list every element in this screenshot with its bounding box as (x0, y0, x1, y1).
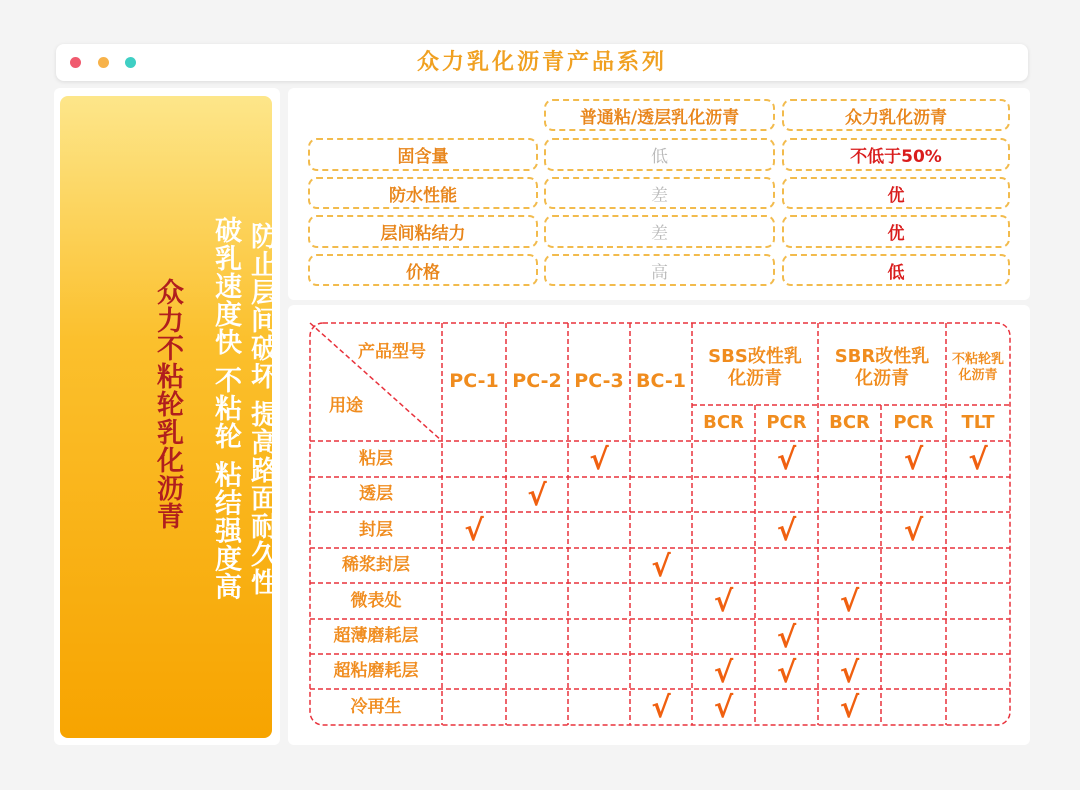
column-header-zhongli: 众力乳化沥青 (782, 99, 1010, 131)
row-label-micro-surfacing: 微表处 (350, 590, 402, 611)
row-label-price: 价格 (308, 254, 538, 286)
normal-waterproof: 差 (544, 177, 775, 209)
subcol-tlt: TLT (961, 412, 995, 434)
row-label-waterproof: 防水性能 (308, 177, 538, 209)
row-label-bonding: 层间粘结力 (308, 215, 538, 248)
row-label-ultra-thin-wear: 超薄磨耗层 (333, 626, 419, 647)
col-pc2: PC-2 (512, 369, 562, 392)
check-mark: √ (839, 584, 860, 618)
row-label-slurry-seal: 稀浆封层 (342, 555, 410, 576)
group-sbs: SBS改性乳化沥青 (708, 346, 802, 389)
subcol-sbr-pcr: PCR (893, 412, 934, 434)
product-banner (60, 96, 277, 738)
normal-price: 高 (544, 254, 775, 286)
check-mark: √ (968, 442, 988, 476)
col-bc1: BC-1 (636, 369, 686, 392)
check-mark: √ (839, 690, 860, 724)
zhongli-waterproof: 优 (782, 177, 1010, 209)
row-label-cold-recycling: 冷再生 (350, 696, 402, 717)
corner-label-model: 产品型号 (358, 341, 426, 362)
check-mark: √ (651, 690, 671, 724)
sidebar-panel (54, 88, 280, 745)
zhongli-bonding: 优 (782, 215, 1010, 248)
check-mark: √ (713, 690, 734, 724)
zhongli-solid-content: 不低于50% (782, 138, 1010, 171)
comparison-panel (288, 88, 1030, 300)
subcol-sbs-pcr: PCR (766, 412, 807, 434)
column-header-normal: 普通粘/透层乳化沥青 (544, 99, 775, 131)
window-titlebar (56, 44, 1028, 81)
check-mark: √ (589, 442, 609, 476)
check-mark: √ (903, 442, 924, 476)
corner-label-usage: 用途 (329, 395, 363, 416)
check-mark: √ (527, 477, 547, 512)
check-mark: √ (776, 654, 797, 689)
check-mark: √ (651, 548, 671, 583)
check-mark: √ (776, 619, 797, 654)
row-label-solid-content: 固含量 (308, 138, 538, 171)
check-mark: √ (839, 654, 860, 689)
normal-bonding: 差 (544, 215, 775, 248)
row-label-ultra-bond-wear: 超粘磨耗层 (333, 661, 419, 682)
check-mark: √ (713, 654, 734, 689)
col-pc1: PC-1 (449, 369, 499, 392)
row-label-prime-coat: 透层 (359, 484, 393, 505)
subcol-sbr-bcr: BCR (829, 412, 870, 434)
product-name: 众力不粘轮乳化沥青 (152, 278, 183, 530)
usage-table-panel (288, 305, 1030, 745)
zhongli-price: 低 (782, 254, 1010, 286)
check-mark: √ (464, 513, 484, 547)
feature-2: 防止层间破坏 提高路面耐久性 (246, 222, 277, 597)
row-label-seal-coat: 封层 (359, 519, 393, 540)
check-mark: √ (713, 584, 734, 618)
group-non-stick: 不粘轮乳化沥青 (951, 352, 1004, 383)
normal-solid-content: 低 (544, 138, 775, 171)
feature-1: 破乳速度快 不粘轮 粘结强度高 (210, 216, 241, 601)
check-mark: √ (776, 513, 797, 547)
row-label-tack-coat: 粘层 (359, 448, 393, 469)
page-title: 众力乳化沥青产品系列 (416, 50, 667, 75)
col-pc3: PC-3 (574, 369, 624, 392)
subcol-sbs-bcr: BCR (703, 412, 744, 434)
check-mark: √ (776, 442, 797, 476)
group-sbr: SBR改性乳化沥青 (834, 346, 930, 389)
check-mark: √ (903, 513, 924, 547)
